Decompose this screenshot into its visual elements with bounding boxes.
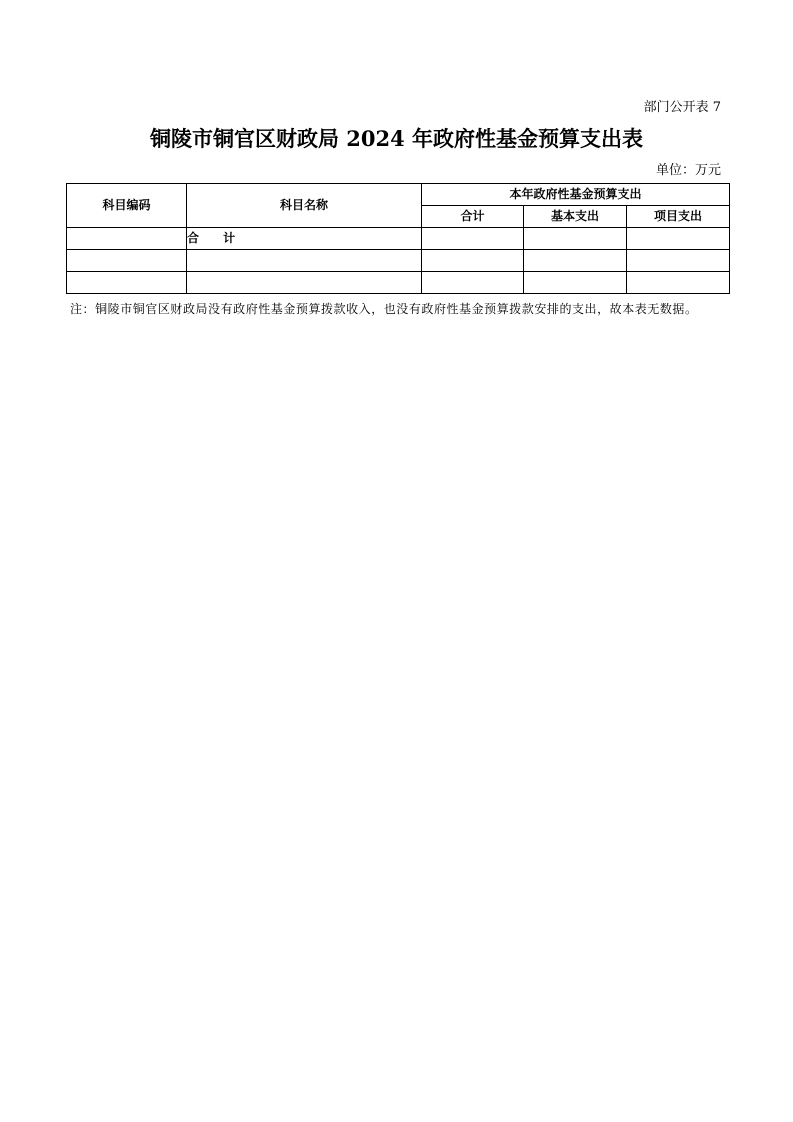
- cell-name-total: 合 计: [187, 228, 422, 250]
- header-subject-name: 科目名称: [187, 184, 422, 228]
- cell-code: [67, 228, 187, 250]
- page-title: 铜陵市铜官区财政局 2024 年政府性基金预算支出表: [149, 126, 644, 151]
- cell-project: [627, 228, 730, 250]
- table-number: 部门公开表 7: [643, 100, 721, 115]
- cell-name: [187, 250, 422, 272]
- unit-label: 单位：万元: [655, 163, 721, 178]
- header-project-expenditure: 项目支出: [627, 206, 730, 228]
- table-row: [67, 250, 730, 272]
- footnote: 注：铜陵市铜官区财政局没有政府性基金预算拨款收入，也没有政府性基金预算拨款安排的支出，故本表无数据。: [70, 302, 698, 316]
- table-row: [67, 272, 730, 294]
- cell-basic: [524, 250, 627, 272]
- header-row-1: [67, 184, 730, 206]
- cell-name: [187, 272, 422, 294]
- cell-project: [627, 250, 730, 272]
- cell-total: [422, 228, 524, 250]
- cell-total: [422, 272, 524, 294]
- header-basic-expenditure: 基本支出: [524, 206, 627, 228]
- cell-project: [627, 272, 730, 294]
- budget-table: [66, 183, 730, 294]
- cell-code: [67, 250, 187, 272]
- cell-total: [422, 250, 524, 272]
- header-current-year-expenditure: 本年政府性基金预算支出: [422, 184, 730, 206]
- header-subject-code: 科目编码: [67, 184, 187, 228]
- cell-basic: [524, 272, 627, 294]
- cell-basic: [524, 228, 627, 250]
- table-row-total: [67, 228, 730, 250]
- cell-code: [67, 272, 187, 294]
- header-total: 合计: [422, 206, 524, 228]
